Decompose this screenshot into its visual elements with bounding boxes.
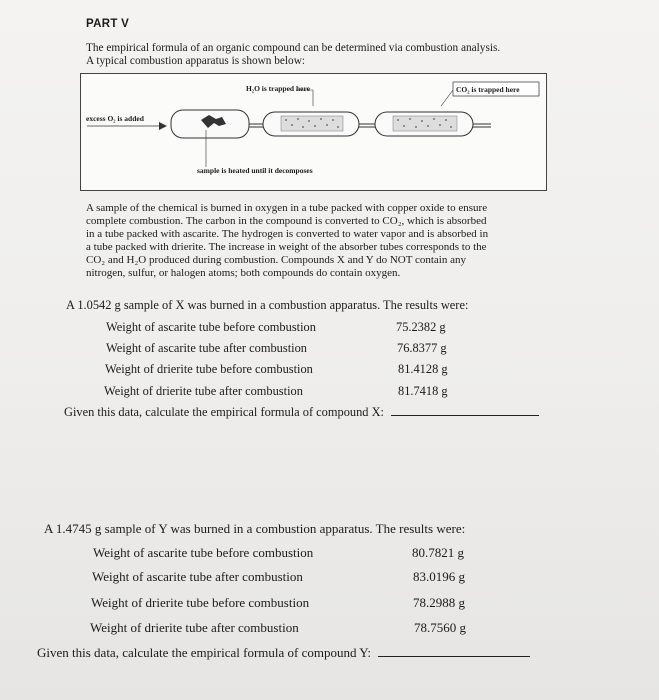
problem-y-row-value: 83.0196 g: [413, 569, 465, 584]
h2o-trap-label: H₂O is trapped here: [246, 84, 310, 93]
problem-y-row-value: 78.7560 g: [414, 620, 466, 635]
problem-y-row-value: 78.2988 g: [413, 595, 465, 610]
problem-y-question-text: Given this data, calculate the empirical formula of compound Y:: [37, 645, 372, 660]
paragraph-line-3: in a tube packed with ascarite. The hydrogen is converted to water vapor and is absorbed in: [86, 228, 489, 240]
intro-line-2: A typical combustion apparatus is shown below:: [86, 55, 306, 67]
problem-x-row-label: Weight of ascarite tube after combustion: [106, 341, 307, 355]
problem-x-intro: A 1.0542 g sample of X was burned in a combustion apparatus. The results were:: [66, 298, 469, 312]
problem-y-question: [37, 645, 530, 661]
part-title: PART V: [86, 18, 130, 30]
problem-y-row-label: Weight of ascarite tube before combustion: [93, 545, 314, 560]
problem-y-intro: A 1.4745 g sample of Y was burned in a combustion apparatus. The results were:: [44, 521, 466, 536]
problem-y-row-label: Weight of drierite tube before combustion: [91, 595, 310, 610]
paragraph-line-2: complete combustion. The carbon in the compound is converted to CO₂, which is absorbed: [86, 215, 487, 227]
sample-heating-label: sample is heated until it decomposes: [197, 166, 313, 175]
problem-x-row-label: Weight of ascarite tube before combustion: [106, 320, 316, 334]
problem-x-answer-blank[interactable]: [391, 414, 539, 416]
problem-x-question: [64, 405, 539, 420]
problem-x-row-value: 81.4128 g: [398, 362, 448, 376]
oxygen-inlet-label: excess O₂ is added: [86, 114, 144, 123]
paragraph-line-4: a tube packed with drierite. The increase in weight of the absorber tubes corresponds to the: [86, 241, 487, 253]
paragraph-line-6: nitrogen, sulfur, or halogen atoms; both compounds do contain oxygen.: [86, 267, 401, 279]
problem-x-row-label: Weight of drierite tube before combustion: [105, 362, 313, 376]
problem-y-answer-blank[interactable]: [378, 655, 530, 657]
problem-x-row-value: 81.7418 g: [398, 384, 448, 398]
show-through-smudge: [120, 428, 123, 443]
problem-x-row-value: 76.8377 g: [397, 341, 447, 355]
problem-y-row-label: Weight of drierite tube after combustion: [90, 620, 299, 635]
combustion-apparatus-diagram: [80, 73, 547, 191]
co2-trap-label: CO₂ is trapped here: [456, 85, 520, 94]
problem-x-row-value: 75.2382 g: [396, 320, 446, 334]
problem-x-question-text: Given this data, calculate the empirical formula of compound X:: [64, 405, 384, 419]
paragraph-line-5: CO₂ and H₂O produced during combustion. Compounds X and Y do NOT contain any: [86, 254, 466, 266]
problem-y-row-label: Weight of ascarite tube after combustion: [92, 569, 303, 584]
intro-line-1: The empirical formula of an organic compound can be determined via combustion analysis.: [86, 42, 501, 54]
paragraph-line-1: A sample of the chemical is burned in oxygen in a tube packed with copper oxide to ensure: [86, 202, 488, 214]
problem-y-row-value: 80.7821 g: [412, 545, 464, 560]
problem-x-row-label: Weight of drierite tube after combustion: [104, 384, 303, 398]
